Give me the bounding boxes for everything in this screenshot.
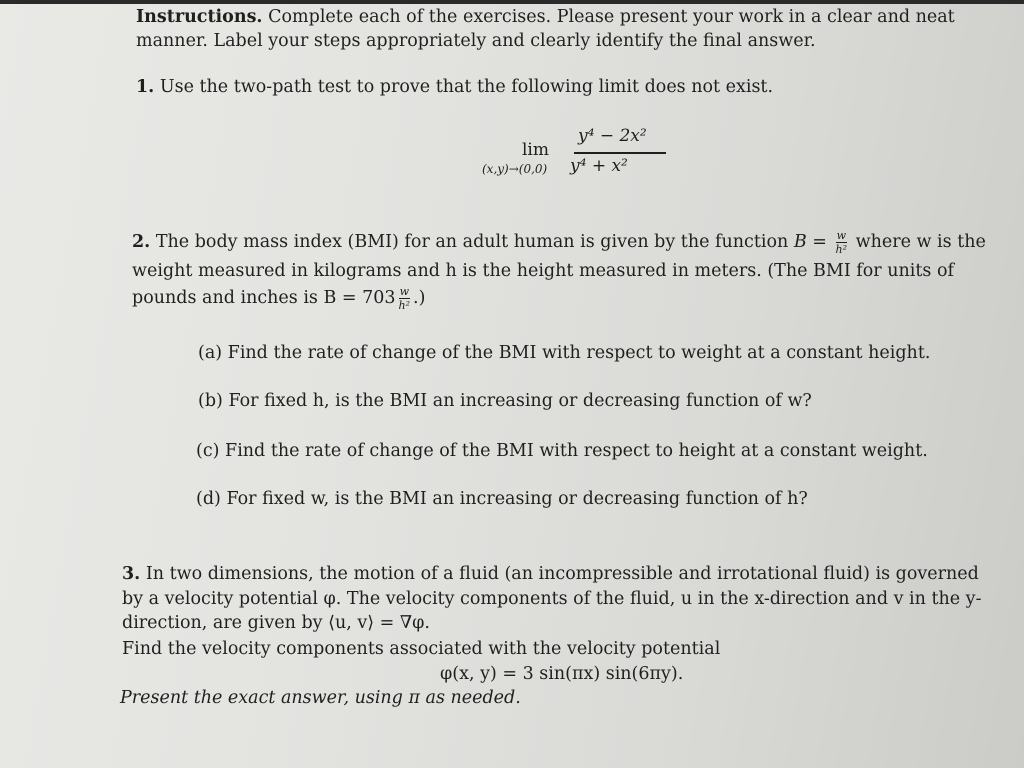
q3-line-3: direction, are given by ⟨u, v⟩ = ∇φ. <box>122 613 430 633</box>
q3-line-1 <box>122 563 979 585</box>
limit-subscript: (x,y)→(0,0) <box>482 162 548 176</box>
q2-line-1 <box>132 230 986 255</box>
limit-word: lim <box>522 140 549 160</box>
fraction-denominator: h² <box>398 299 411 312</box>
q3-note: Present the exact answer, using π as needed. <box>120 688 521 708</box>
part-label: (b) <box>198 391 223 411</box>
instructions-line-2: manner. Label your steps appropriately and clearly identify the final answer. <box>136 31 816 51</box>
q2-part-c <box>196 440 928 462</box>
fraction-numerator: w <box>399 285 409 298</box>
fraction-bar <box>574 152 666 154</box>
q2-text-3a: pounds and inches is B = 703 <box>132 288 396 308</box>
top-rule <box>0 0 1024 4</box>
part-label: (d) <box>196 489 221 509</box>
q2-text-1a: The body mass index (BMI) for an adult human is given by the function <box>155 232 789 252</box>
q1-text: Use the two-path test to prove that the following limit does not exist. <box>159 77 774 97</box>
part-text: For fixed w, is the BMI an increasing or decreasing function of h? <box>226 489 808 509</box>
q3-line-4: Find the velocity components associated with the velocity potential <box>122 639 721 659</box>
instructions-line-1 <box>136 6 955 28</box>
instructions-text-1: Complete each of the exercises. Please present your work in a clear and neat <box>268 7 955 27</box>
part-label: (a) <box>198 343 223 363</box>
q2-line-2: weight measured in kilograms and h is the height measured in meters. (The BMI for units of <box>132 261 954 281</box>
part-label: (c) <box>196 441 220 461</box>
instructions-label: Instructions. <box>136 7 263 27</box>
part-text: Find the rate of change of the BMI with respect to height at a constant weight. <box>225 441 928 461</box>
part-text: For fixed h, is the BMI an increasing or decreasing function of w? <box>228 391 812 411</box>
fraction-numerator: w <box>836 229 846 242</box>
q3-number: 3. <box>122 564 141 584</box>
part-text: Find the rate of change of the BMI with respect to weight at a constant height. <box>227 343 931 363</box>
q3-text-1: In two dimensions, the motion of a fluid (an incompressible and irrotational fluid) is governed <box>145 564 979 584</box>
fraction-denominator: h² <box>835 243 848 256</box>
q1-number: 1. <box>136 77 155 97</box>
q2-fraction-2 <box>399 286 411 311</box>
q3-formula: φ(x, y) = 3 sin(πx) sin(6πy). <box>440 664 684 684</box>
q1-limit-expression <box>482 126 682 186</box>
q2-number: 2. <box>132 232 151 252</box>
q3-line-2: by a velocity potential φ. The velocity components of the fluid, u in the x-direction and v in the y- <box>122 589 982 609</box>
q2-fraction-1 <box>836 230 848 255</box>
limit-numerator: y⁴ − 2x² <box>578 126 647 146</box>
limit-denominator: y⁴ + x² <box>570 156 628 176</box>
q2-text-3b: .) <box>413 288 426 308</box>
q1-statement <box>136 76 773 98</box>
q2-text-1c: where w is the <box>855 232 986 252</box>
q2-part-b <box>198 390 812 412</box>
q2-part-a <box>198 342 930 364</box>
q2-part-d <box>196 488 808 510</box>
q2-line-3 <box>132 286 425 311</box>
q2-formula-b: B = <box>793 232 827 252</box>
